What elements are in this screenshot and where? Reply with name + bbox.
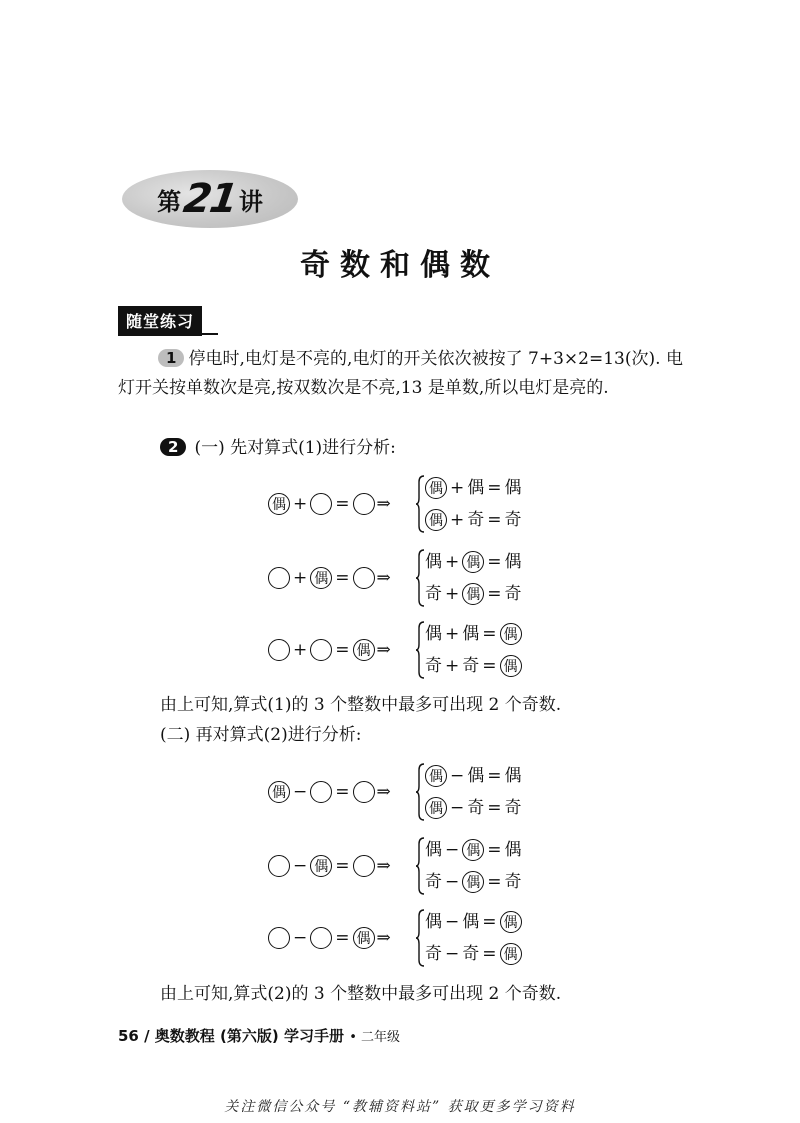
equals-sign: = (487, 552, 502, 572)
even-char: 偶 (425, 552, 442, 572)
equals-sign: = (482, 656, 497, 676)
equals-sign: = (335, 494, 350, 514)
question-1 (118, 345, 683, 403)
equals-sign: = (487, 872, 502, 892)
plus-sign: + (445, 656, 460, 676)
equation-cases (425, 620, 522, 680)
empty-circle-icon (353, 567, 375, 589)
plus-sign: + (445, 624, 460, 644)
part2-intro: (二) 再对算式(2)进行分析: (160, 725, 362, 745)
minus-sign: − (445, 912, 460, 932)
equation-lhs (268, 836, 394, 896)
empty-circle-icon (353, 781, 375, 803)
circled-even-char: 偶 (462, 551, 484, 573)
plus-sign: + (450, 478, 465, 498)
odd-char: 奇 (504, 798, 522, 818)
empty-circle-icon (310, 781, 332, 803)
even-char: 偶 (462, 912, 480, 932)
circled-even-char: 偶 (500, 911, 522, 933)
equation-lhs (268, 548, 394, 608)
plus-sign: + (445, 552, 460, 572)
implies-arrow-icon: ⇒ (376, 640, 391, 660)
equation-lhs (268, 474, 394, 534)
equals-sign: = (487, 510, 502, 530)
question-1-number: 1 (158, 349, 184, 367)
question-1-text: 停电时,电灯是不亮的,电灯的开关依次被按了 7+3×2=13(次). 电灯开关按单数次是亮,按双数次是不亮,13 是单数,所以电灯是亮的. (118, 349, 683, 398)
equals-sign: = (487, 840, 502, 860)
equation-lhs (268, 762, 394, 822)
odd-char: 奇 (504, 584, 522, 604)
minus-sign: − (445, 944, 460, 964)
odd-char: 奇 (504, 510, 522, 530)
minus-sign: − (293, 928, 308, 948)
lecture-prefix: 第 (157, 187, 182, 216)
implies-arrow-icon: ⇒ (376, 494, 391, 514)
empty-circle-icon (268, 639, 290, 661)
grade-label: • 二年级 (349, 1030, 401, 1045)
question-2-intro (160, 435, 396, 461)
question-2-number: 2 (160, 438, 186, 456)
equation-cases (425, 762, 522, 822)
circled-even-char: 偶 (462, 583, 484, 605)
left-brace-icon (415, 620, 425, 680)
minus-sign: − (450, 798, 465, 818)
equation-lhs (268, 620, 394, 680)
empty-circle-icon (353, 855, 375, 877)
equation-case (425, 836, 522, 864)
equation-case (425, 794, 522, 822)
equals-sign: = (482, 944, 497, 964)
even-char: 偶 (425, 840, 442, 860)
odd-char: 奇 (467, 798, 485, 818)
equation-cases (425, 908, 522, 968)
circled-even-char: 偶 (310, 567, 332, 589)
implies-arrow-icon: ⇒ (376, 782, 391, 802)
equals-sign: = (335, 928, 350, 948)
minus-sign: − (445, 840, 460, 860)
circled-even-char: 偶 (500, 623, 522, 645)
left-brace-icon (415, 474, 425, 534)
empty-circle-icon (268, 567, 290, 589)
equals-sign: = (335, 782, 350, 802)
empty-circle-icon (268, 855, 290, 877)
empty-circle-icon (353, 493, 375, 515)
minus-sign: − (450, 766, 465, 786)
equation-case (425, 868, 522, 896)
section-rule (118, 333, 218, 335)
equals-sign: = (487, 584, 502, 604)
left-brace-icon (415, 548, 425, 608)
odd-char: 奇 (425, 584, 442, 604)
circled-even-char: 偶 (425, 509, 447, 531)
page-number: 56 (118, 1027, 139, 1045)
book-title: / 奥数教程 (第六版) 学习手册 (144, 1027, 344, 1045)
equation-cases (425, 836, 522, 896)
equals-sign: = (335, 856, 350, 876)
equals-sign: = (482, 624, 497, 644)
empty-circle-icon (310, 927, 332, 949)
even-char: 偶 (425, 624, 442, 644)
equation-case (425, 762, 522, 790)
even-char: 偶 (504, 766, 522, 786)
lecture-number: 21 (180, 176, 240, 222)
implies-arrow-icon: ⇒ (376, 856, 391, 876)
empty-circle-icon (310, 639, 332, 661)
lecture-suffix: 讲 (238, 187, 263, 216)
empty-circle-icon (310, 493, 332, 515)
even-char: 偶 (467, 478, 485, 498)
even-char: 偶 (504, 552, 522, 572)
even-char: 偶 (504, 478, 522, 498)
circled-even-char: 偶 (425, 765, 447, 787)
circled-even-char: 偶 (425, 797, 447, 819)
empty-circle-icon (268, 927, 290, 949)
equation-case (425, 580, 522, 608)
circled-even-char: 偶 (500, 943, 522, 965)
plus-sign: + (445, 584, 460, 604)
plus-sign: + (293, 640, 308, 660)
circled-even-char: 偶 (462, 839, 484, 861)
left-brace-icon (415, 908, 425, 968)
circled-even-char: 偶 (268, 781, 290, 803)
circled-even-char: 偶 (353, 639, 375, 661)
circled-even-char: 偶 (462, 871, 484, 893)
equation-cases (425, 474, 522, 534)
implies-arrow-icon: ⇒ (376, 568, 391, 588)
even-char: 偶 (462, 624, 480, 644)
equals-sign: = (487, 478, 502, 498)
equals-sign: = (487, 798, 502, 818)
implies-arrow-icon: ⇒ (376, 928, 391, 948)
left-brace-icon (415, 836, 425, 896)
equation-case (425, 506, 522, 534)
equals-sign: = (482, 912, 497, 932)
lecture-badge (122, 170, 298, 228)
plus-sign: + (293, 568, 308, 588)
equation-cases (425, 548, 522, 608)
minus-sign: − (293, 782, 308, 802)
even-char: 偶 (467, 766, 485, 786)
part2-conclusion: 由上可知,算式(2)的 3 个整数中最多可出现 2 个奇数. (160, 984, 562, 1004)
circled-even-char: 偶 (500, 655, 522, 677)
circled-even-char: 偶 (310, 855, 332, 877)
equation-case (425, 652, 522, 680)
odd-char: 奇 (462, 944, 480, 964)
circled-even-char: 偶 (425, 477, 447, 499)
equation-case (425, 548, 522, 576)
odd-char: 奇 (462, 656, 480, 676)
even-char: 偶 (504, 840, 522, 860)
equation-case (425, 474, 522, 502)
equation-case (425, 940, 522, 968)
minus-sign: − (445, 872, 460, 892)
equals-sign: = (487, 766, 502, 786)
odd-char: 奇 (504, 872, 522, 892)
odd-char: 奇 (425, 944, 442, 964)
part1-conclusion: 由上可知,算式(1)的 3 个整数中最多可出现 2 个奇数. (160, 695, 562, 715)
minus-sign: − (293, 856, 308, 876)
equation-lhs (268, 908, 394, 968)
even-char: 偶 (425, 912, 442, 932)
odd-char: 奇 (425, 872, 442, 892)
equation-case (425, 908, 522, 936)
plus-sign: + (293, 494, 308, 514)
plus-sign: + (450, 510, 465, 530)
watermark: 关注微信公众号 “教辅资料站” 获取更多学习资料 (224, 1099, 576, 1115)
equals-sign: = (335, 568, 350, 588)
circled-even-char: 偶 (268, 493, 290, 515)
equals-sign: = (335, 640, 350, 660)
page-title: 奇数和偶数 (300, 248, 500, 283)
page-footer (118, 1025, 400, 1046)
circled-even-char: 偶 (353, 927, 375, 949)
left-brace-icon (415, 762, 425, 822)
section-tag: 随堂练习 (118, 306, 202, 336)
odd-char: 奇 (425, 656, 442, 676)
odd-char: 奇 (467, 510, 485, 530)
equation-case (425, 620, 522, 648)
part1-intro: (一) 先对算式(1)进行分析: (194, 438, 396, 458)
